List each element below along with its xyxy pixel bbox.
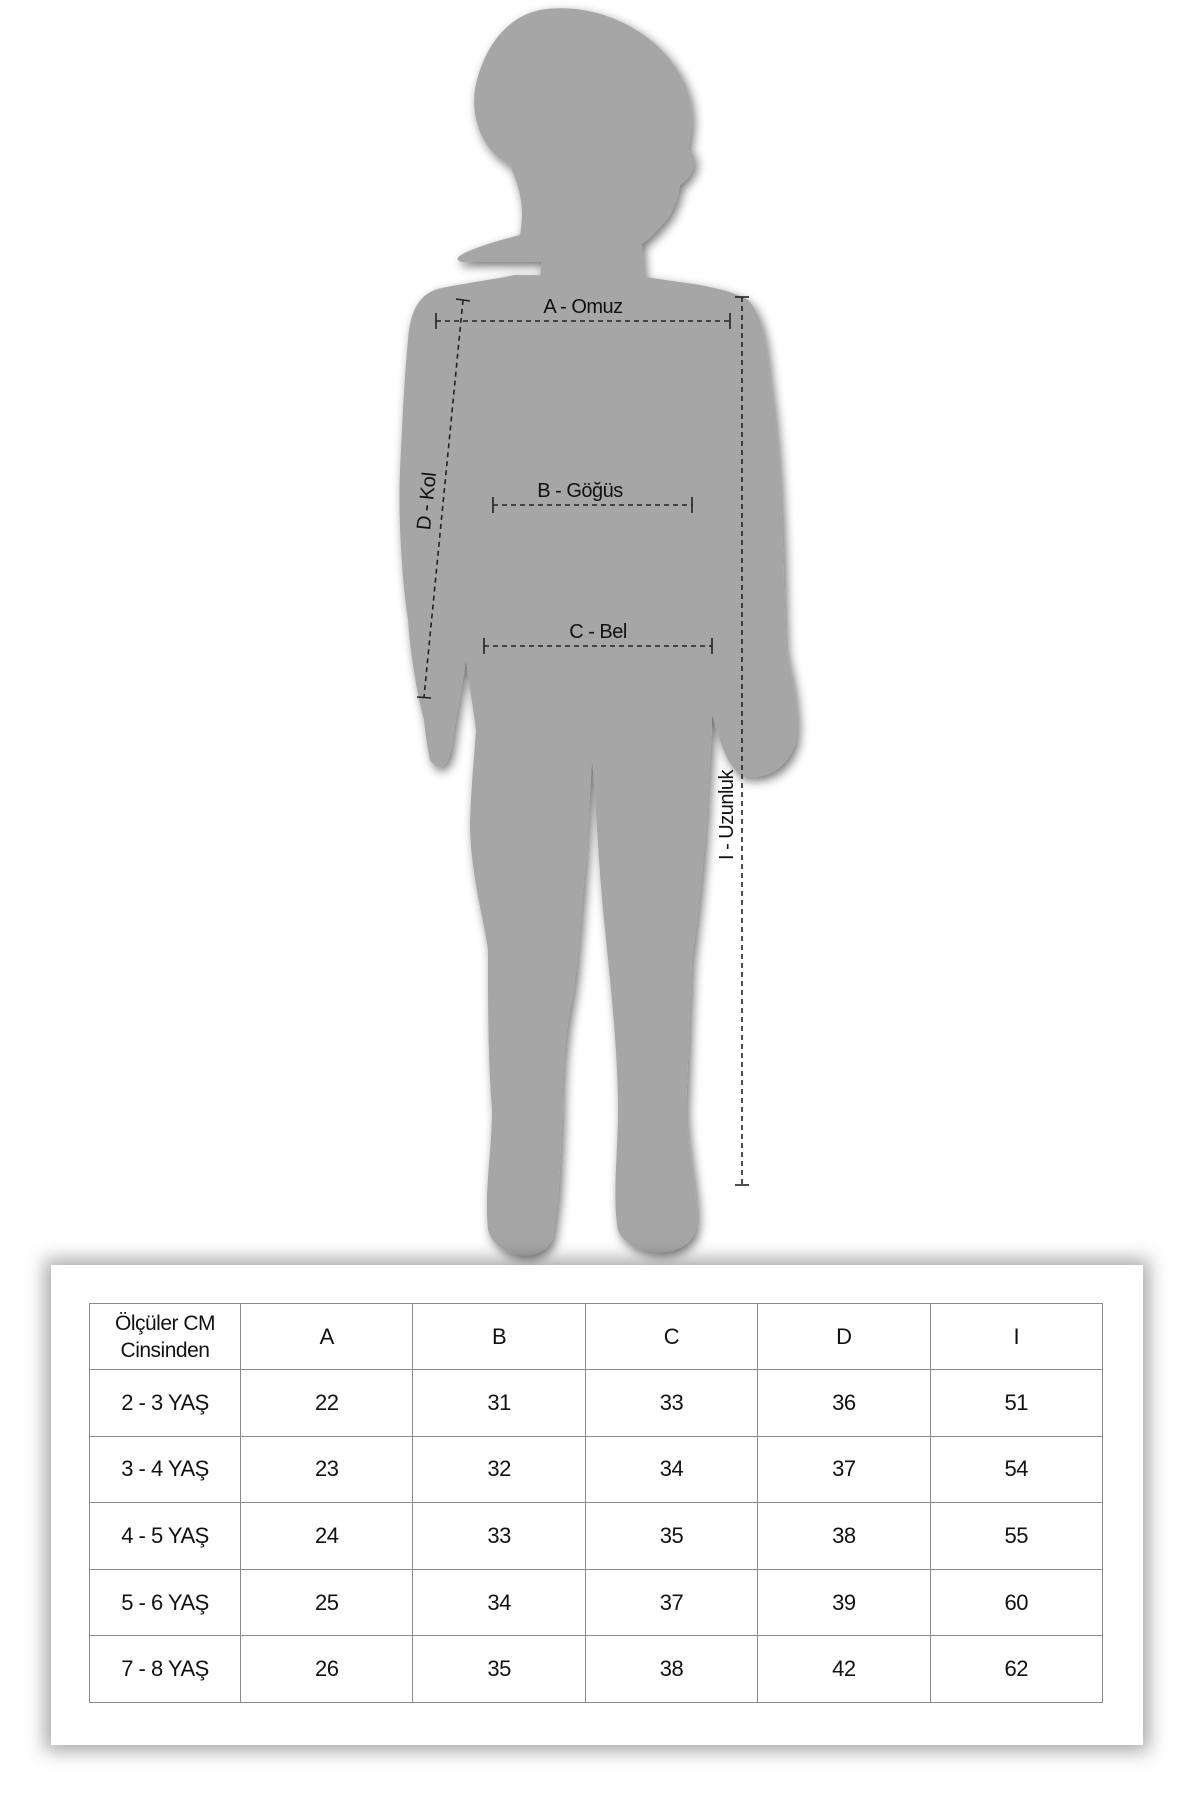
value-cell: 24 [241,1503,413,1570]
column-header: B [413,1304,585,1370]
label-shoulder: A - Omuz [543,296,623,318]
size-chart-table [89,1303,1103,1703]
value-cell: 37 [585,1569,757,1636]
value-cell: 36 [758,1370,930,1437]
value-cell: 31 [413,1370,585,1437]
size-label-cell: 5 - 6 YAŞ [90,1569,241,1636]
table-row [90,1436,1103,1503]
header-units-line2: Cinsinden [120,1338,210,1362]
value-cell: 35 [413,1636,585,1703]
table-row [90,1370,1103,1437]
size-label-cell: 3 - 4 YAŞ [90,1436,241,1503]
column-header: I [930,1304,1102,1370]
header-units-cell [90,1304,241,1370]
silhouette-neck [540,210,644,280]
value-cell: 34 [413,1569,585,1636]
silhouette-body [399,275,797,1255]
value-cell: 38 [585,1636,757,1703]
value-cell: 32 [413,1436,585,1503]
column-header: A [241,1304,413,1370]
value-cell: 22 [241,1370,413,1437]
size-label-cell: 4 - 5 YAŞ [90,1503,241,1570]
value-cell: 35 [585,1503,757,1570]
table-row [90,1636,1103,1703]
value-cell: 38 [758,1503,930,1570]
value-cell: 33 [585,1370,757,1437]
label-chest: B - Göğüs [537,480,623,502]
size-table-card [51,1265,1143,1745]
value-cell: 33 [413,1503,585,1570]
table-header-row [90,1304,1103,1370]
table-row [90,1569,1103,1636]
table-row [90,1503,1103,1570]
value-cell: 42 [758,1636,930,1703]
column-header: D [758,1304,930,1370]
value-cell: 62 [930,1636,1102,1703]
value-cell: 26 [241,1636,413,1703]
value-cell: 55 [930,1503,1102,1570]
label-sleeve: D - Kol [413,471,441,532]
value-cell: 51 [930,1370,1102,1437]
size-label-cell: 2 - 3 YAŞ [90,1370,241,1437]
value-cell: 25 [241,1569,413,1636]
value-cell: 39 [758,1569,930,1636]
sleeve-tick-bottom [417,697,431,698]
label-length: I - Uzunluk [716,769,738,861]
size-label-cell: 7 - 8 YAŞ [90,1636,241,1703]
value-cell: 54 [930,1436,1102,1503]
value-cell: 37 [758,1436,930,1503]
column-header: C [585,1304,757,1370]
header-units-line1: Ölçüler CM [114,1311,215,1335]
value-cell: 34 [585,1436,757,1503]
value-cell: 23 [241,1436,413,1503]
label-waist: C - Bel [569,621,627,643]
value-cell: 60 [930,1569,1102,1636]
